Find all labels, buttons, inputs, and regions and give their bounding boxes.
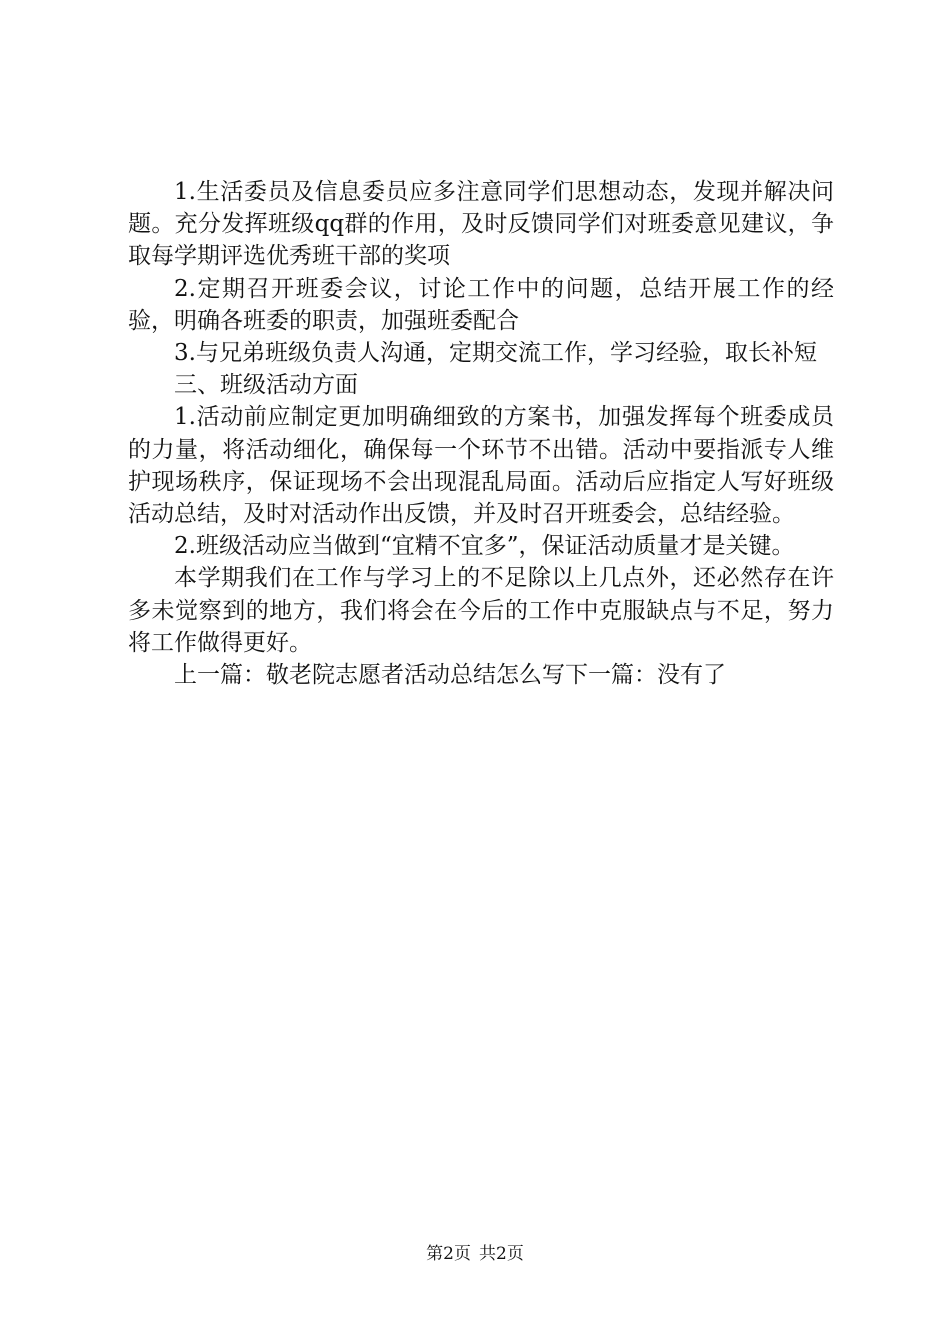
total-page-count: 共2页 [479, 1244, 524, 1264]
page-footer [0, 1244, 950, 1264]
section-heading-class-activities: 三、班级活动方面 [174, 372, 358, 399]
paragraph-activity-1: 1.活动前应制定更加明确细致的方案书，加强发挥每个班委成员的力量，将活动细化，确保每一个环节不出错。活动中要指派专人维护现场秩序，保证现场不会出现混乱局面。活动后应指定人写好班级活动总结，及时对活动作出反馈，并及时召开班委会，总结经验。 [128, 404, 834, 528]
paragraph-conclusion: 本学期我们在工作与学习上的不足除以上几点外，还必然存在许多未觉察到的地方，我们将会在今后的工作中克服缺点与不足，努力将工作做得更好。 [128, 565, 834, 656]
paragraph-item-2: 2.定期召开班委会议，讨论工作中的问题，总结开展工作的经验，明确各班委的职责，加强班委配合 [128, 275, 834, 334]
prev-next-navigation[interactable]: 上一篇：敬老院志愿者活动总结怎么写下一篇：没有了 [174, 662, 726, 689]
current-page-number: 第2页 [426, 1244, 471, 1264]
document-body [128, 176, 834, 691]
paragraph-item-3: 3.与兄弟班级负责人沟通，定期交流工作，学习经验，取长补短 [174, 340, 817, 367]
paragraph-activity-2: 2.班级活动应当做到“宜精不宜多”，保证活动质量才是关键。 [174, 533, 795, 560]
paragraph-item-1: 1.生活委员及信息委员应多注意同学们思想动态，发现并解决问题。充分发挥班级qq群的作用，及时反馈同学们对班委意见建议，争取每学期评选优秀班干部的奖项 [128, 179, 834, 270]
